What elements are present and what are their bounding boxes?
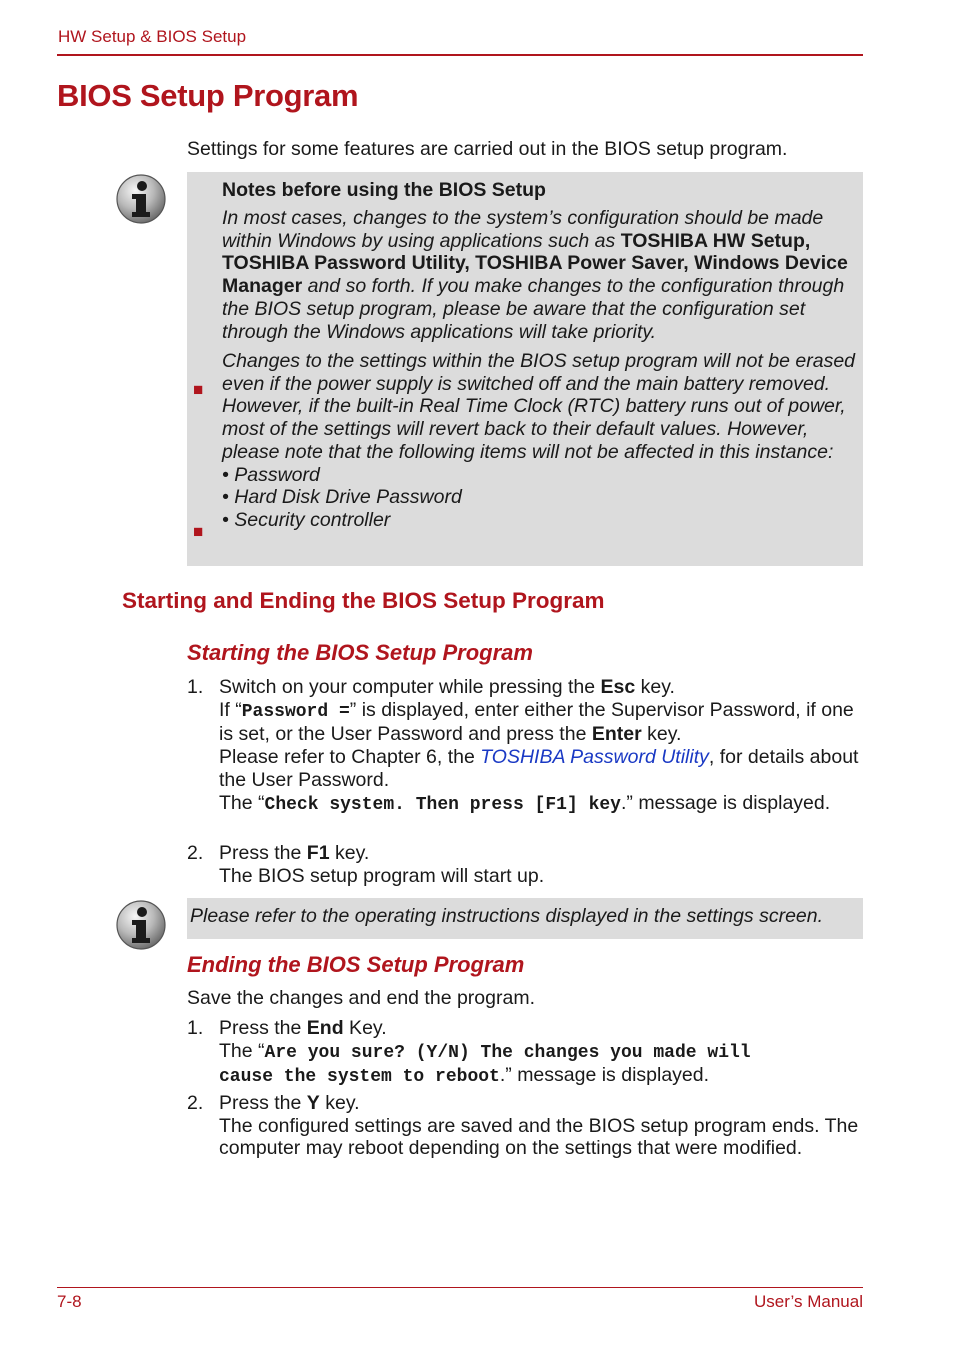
key-f1: F1: [306, 842, 330, 864]
ending-step-1: Press the End Key. The “Are you sure? (Y/N) The changes you made will cause the system to reboot.” message is displayed.: [219, 1017, 751, 1088]
starting-step-2: Press the F1 key. The BIOS setup program will start up.: [219, 842, 545, 887]
section-heading: Starting and Ending the BIOS Setup Program: [122, 588, 605, 613]
sub-item-security-controller: • Security controller: [222, 508, 391, 531]
ending-intro: Save the changes and end the program.: [187, 987, 535, 1009]
sub-item-password: • Password: [222, 463, 320, 486]
running-header: HW Setup & BIOS Setup: [58, 27, 247, 46]
code-password-prompt: Password =: [241, 701, 350, 722]
code-reboot-message-line2: cause the system to reboot: [219, 1067, 500, 1088]
tip-text: Please refer to the operating instructions displayed in the settings screen.: [190, 905, 824, 927]
ending-subheading: Ending the BIOS Setup Program: [187, 952, 525, 977]
page-title: BIOS Setup Program: [57, 78, 359, 113]
sub-item-hdd-password: • Hard Disk Drive Password: [222, 486, 462, 509]
header-rule: [57, 54, 863, 56]
note-item-rtc-battery: Changes to the settings within the BIOS setup program will not be erased even if the power supply is switched off and the main battery removed. However, if the built-in Real Time Clock (RTC) battery runs out of power, most of the settings will revert back to their default values. However, please note that the following items will not be affected in this instance: • Password • Hard Disk Drive Password • Security controller: [222, 350, 856, 531]
ending-step-2: Press the Y key. The configured settings are saved and the BIOS setup program ends. The computer may reboot depending on the settings that were modified.: [219, 1092, 859, 1160]
toshiba-app-names: TOSHIBA HW Setup, TOSHIBA Password Utility, TOSHIBA Power Saver, Windows Device Manager: [222, 229, 848, 298]
key-enter: Enter: [591, 723, 642, 746]
key-esc: Esc: [600, 676, 636, 698]
intro-paragraph: Settings for some features are carried out in the BIOS setup program.: [187, 138, 788, 160]
code-reboot-message-line1: Are you sure? (Y/N) The changes you made will: [264, 1042, 751, 1063]
page-number: 7-8: [57, 1292, 82, 1311]
note-box: [187, 172, 863, 566]
manual-name: User’s Manual: [754, 1292, 863, 1311]
info-icon: [115, 173, 167, 225]
step-number: 2.: [187, 842, 204, 864]
code-check-system-message: Check system. Then press [F1] key: [264, 794, 621, 815]
square-bullet: ■: [193, 380, 204, 399]
step-number: 1.: [187, 1017, 204, 1039]
password-utility-link[interactable]: TOSHIBA Password Utility: [480, 746, 709, 769]
step-number: 2.: [187, 1092, 204, 1114]
key-end: End: [306, 1017, 344, 1039]
tip-box: [187, 898, 863, 939]
note-item-windows-priority: In most cases, changes to the system’s configuration should be made within Windows by using applications such as TOSHIBA HW Setup, TOSHIBA Password Utility, TOSHIBA Power Saver, Windows Device Manager and so forth. If you make changes to the configuration through the BIOS setup program, please be aware that the configuration set through the Windows applications will take priority.: [222, 207, 848, 343]
info-icon: [115, 899, 167, 951]
key-y: Y: [306, 1092, 320, 1114]
footer-rule: [57, 1287, 863, 1288]
square-bullet: ■: [193, 522, 204, 541]
note-title: Notes before using the BIOS Setup: [222, 179, 546, 201]
starting-step-1: Switch on your computer while pressing the Esc key. If “Password =” is displayed, enter either the Supervisor Password, if one is set, or the User Password and press the Enter key. Please refer to Chapter 6, the TOSHIBA Password Utility, for details about the User Password. The “Check system. Then press [F1] key.” message is displayed.: [219, 676, 859, 815]
starting-subheading: Starting the BIOS Setup Program: [187, 640, 533, 665]
step-number: 1.: [187, 676, 204, 698]
